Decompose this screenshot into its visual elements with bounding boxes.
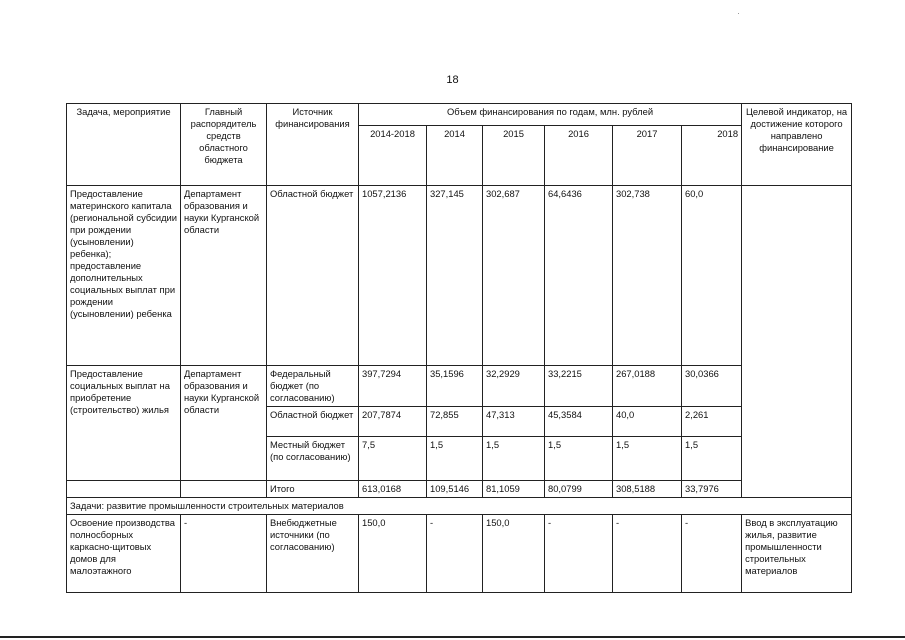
value-cell: 60,0 — [682, 186, 742, 366]
value-cell: 2,261 — [682, 407, 742, 437]
source-cell: Областной бюджет — [267, 186, 359, 366]
value-cell: 1,5 — [613, 437, 682, 481]
value-cell: 1057,2136 — [359, 186, 427, 366]
source-cell: Местный бюджет (по согласованию) — [267, 437, 359, 481]
total-value: 81,1059 — [483, 481, 545, 498]
value-cell: 397,7294 — [359, 366, 427, 407]
header-year: 2016 — [545, 126, 613, 186]
value-cell: 64,6436 — [545, 186, 613, 366]
value-cell: 1,5 — [682, 437, 742, 481]
header-task: Задача, мероприятие — [67, 104, 181, 186]
value-cell: 45,3584 — [545, 407, 613, 437]
total-value: 80,0799 — [545, 481, 613, 498]
value-cell: 7,5 — [359, 437, 427, 481]
header-year: 2017 — [613, 126, 682, 186]
task-cell: Предоставление социальных выплат на приобретение (строительство) жилья — [67, 366, 181, 437]
manager-cell: - — [181, 515, 267, 593]
target-cell-empty — [742, 186, 852, 498]
target-cell: Ввод в эксплуатацию жилья, развитие промышленности строительных материалов — [742, 515, 852, 593]
header-volume: Объем финансирования по годам, млн. рублей — [359, 104, 742, 126]
total-value: 308,5188 — [613, 481, 682, 498]
value-cell: 30,0366 — [682, 366, 742, 407]
value-cell: - — [427, 515, 483, 593]
page-number: 18 — [446, 74, 459, 86]
value-cell: 150,0 — [359, 515, 427, 593]
header-year: 2014 — [427, 126, 483, 186]
manager-cell: Департамент образования и науки Курганской области — [181, 186, 267, 366]
scan-speck — [738, 13, 739, 14]
header-year: 2015 — [483, 126, 545, 186]
page-bottom-rule — [0, 636, 905, 638]
source-cell: Федеральный бюджет (по согласованию) — [267, 366, 359, 407]
source-cell: Областной бюджет — [267, 407, 359, 437]
value-cell: 47,313 — [483, 407, 545, 437]
header-source: Источник финансирования — [267, 104, 359, 186]
value-cell: 33,2215 — [545, 366, 613, 407]
financing-table — [66, 103, 852, 593]
value-cell: 1,5 — [427, 437, 483, 481]
header-manager: Главный распорядитель средств областного бюджета — [181, 104, 267, 186]
value-cell: 302,738 — [613, 186, 682, 366]
task-cell: Освоение производства полносборных каркасно-щитовых домов для малоэтажного — [67, 515, 181, 593]
value-cell: - — [682, 515, 742, 593]
total-value: 33,7976 — [682, 481, 742, 498]
value-cell: 327,145 — [427, 186, 483, 366]
section-heading: Задачи: развитие промышленности строительных материалов — [67, 498, 852, 515]
total-label: Итого — [267, 481, 359, 498]
header-target: Целевой индикатор, на достижение которого направлено финансирование — [742, 104, 852, 186]
total-value: 613,0168 — [359, 481, 427, 498]
source-cell: Внебюджетные источники (по согласованию) — [267, 515, 359, 593]
manager-cell-empty — [181, 437, 267, 481]
manager-cell: Департамент образования и науки Курганской области — [181, 366, 267, 437]
value-cell: 207,7874 — [359, 407, 427, 437]
value-cell: 1,5 — [545, 437, 613, 481]
value-cell: 1,5 — [483, 437, 545, 481]
value-cell: 72,855 — [427, 407, 483, 437]
task-cell: Предоставление материнского капитала (региональной субсидии при рождении (усыновлении) ребенка); предоставление дополнительных социальных выплат при рождении (усыновлении) ребенка — [67, 186, 181, 366]
total-empty-cell — [67, 481, 181, 498]
value-cell: 267,0188 — [613, 366, 682, 407]
value-cell: 150,0 — [483, 515, 545, 593]
total-value: 109,5146 — [427, 481, 483, 498]
header-year: 2014-2018 — [359, 126, 427, 186]
value-cell: 32,2929 — [483, 366, 545, 407]
value-cell: 302,687 — [483, 186, 545, 366]
task-cell-empty — [67, 437, 181, 481]
value-cell: - — [545, 515, 613, 593]
value-cell: 35,1596 — [427, 366, 483, 407]
total-empty-cell — [181, 481, 267, 498]
value-cell: - — [613, 515, 682, 593]
value-cell: 40,0 — [613, 407, 682, 437]
header-year: 2018 — [682, 126, 742, 186]
